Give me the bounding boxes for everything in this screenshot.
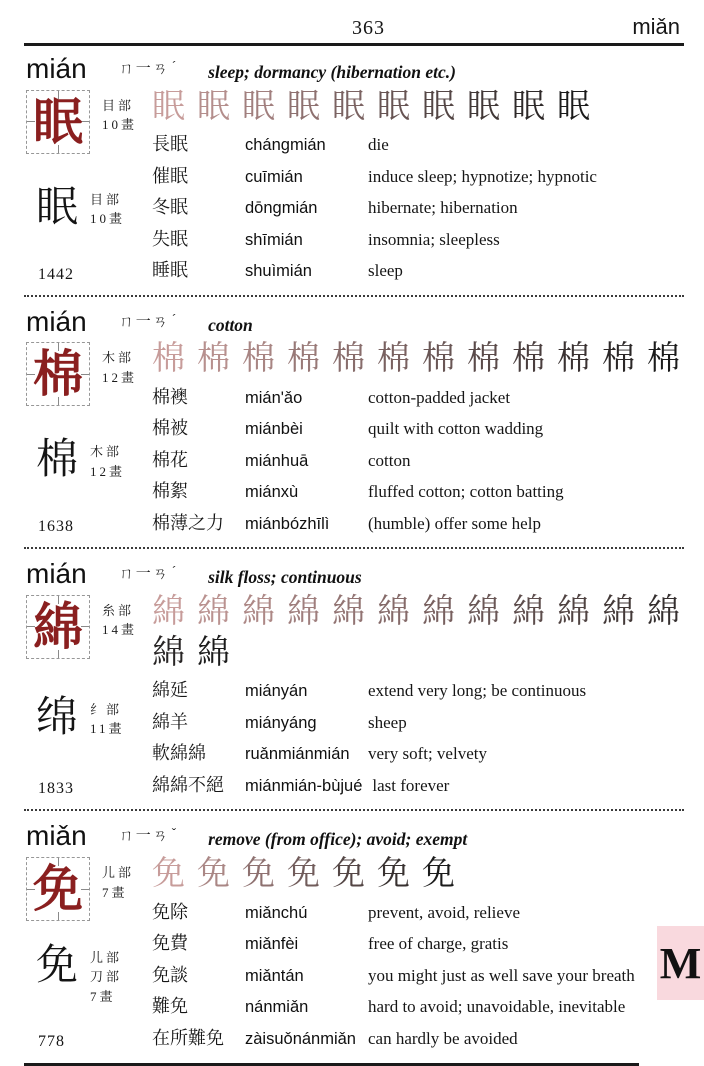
stroke-order-character: 綿 xyxy=(152,593,185,630)
stroke-order-character: 眠 xyxy=(512,88,545,125)
stroke-order-character: 眠 xyxy=(152,88,185,125)
headword-definition: sleep; dormancy (hibernation etc.) xyxy=(208,62,456,82)
entry-content-column xyxy=(152,88,684,287)
compound-word-row xyxy=(152,897,684,929)
radical-stroke-info xyxy=(90,696,125,740)
zhuyin-tone-mark: ˊ xyxy=(171,310,179,326)
stroke-order-character: 綿 xyxy=(197,593,230,630)
word-hanzi: 在所難免 xyxy=(152,1027,224,1048)
compound-word-list xyxy=(152,382,684,540)
reference-number: 1638 xyxy=(38,518,74,536)
word-pinyin: miánbózhīlì xyxy=(245,514,330,533)
compound-word-row xyxy=(152,413,684,445)
stroke-order-character: 綿 xyxy=(647,593,680,630)
zhuyin-tone-mark: ˊ xyxy=(171,58,179,73)
compound-word-row xyxy=(152,1023,684,1055)
compound-word-row xyxy=(152,224,684,256)
stroke-order-row xyxy=(152,593,684,631)
entry-head xyxy=(24,303,684,341)
stroke-order-character: 綿 xyxy=(422,593,455,630)
entry-separator xyxy=(24,295,684,297)
word-hanzi: 睡眠 xyxy=(152,260,188,281)
radical-stroke-line: 木部 xyxy=(102,350,135,366)
stroke-order-character: 綿 xyxy=(332,593,365,630)
word-meaning: free of charge, gratis xyxy=(368,934,509,954)
headword-character: 棉 xyxy=(33,346,83,403)
stroke-order-character: 棉 xyxy=(602,341,635,378)
compound-word-row xyxy=(152,129,684,161)
stroke-order-character: 棉 xyxy=(332,341,365,378)
entry-head xyxy=(24,817,684,855)
radical-stroke-line: 10畫 xyxy=(90,211,126,227)
radical-stroke-line: 儿部 xyxy=(90,949,123,965)
stroke-order-character: 眠 xyxy=(287,88,320,125)
dictionary-entry xyxy=(24,551,684,801)
word-meaning: cotton xyxy=(368,450,411,470)
alternate-character: 免 xyxy=(36,942,79,989)
word-hanzi: 棉薄之力 xyxy=(152,512,224,533)
stroke-order-character: 綿 xyxy=(242,593,275,630)
word-pinyin: dōngmián xyxy=(245,199,318,218)
stroke-order-character: 棉 xyxy=(512,341,545,378)
entry-body xyxy=(24,593,684,802)
word-hanzi: 免費 xyxy=(152,933,188,954)
headword-zhuyin: ㄇ一ㄢ ˊ xyxy=(118,563,179,583)
compound-word-row xyxy=(152,960,684,992)
word-pinyin: cuīmián xyxy=(245,167,303,186)
headword-definition: silk floss; continuous xyxy=(208,567,362,588)
headword-pinyin: miǎn xyxy=(26,820,87,852)
word-hanzi: 綿羊 xyxy=(152,711,188,732)
word-hanzi: 催眠 xyxy=(152,165,188,186)
radical-stroke-info xyxy=(102,593,137,659)
word-pinyin: nánmiǎn xyxy=(245,998,309,1017)
stroke-order-sequence xyxy=(152,593,684,673)
radical-stroke-line: 儿部 xyxy=(102,865,135,881)
word-hanzi: 軟綿綿 xyxy=(152,743,206,764)
stroke-order-character: 免 xyxy=(287,856,320,893)
radical-stroke-info xyxy=(102,340,137,406)
entry-content-column xyxy=(152,340,684,539)
compound-word-list xyxy=(152,897,684,1055)
word-pinyin: chángmián xyxy=(245,136,326,155)
headword-character: 眠 xyxy=(33,93,83,150)
word-pinyin: miánxù xyxy=(245,483,299,502)
compound-word-row xyxy=(152,445,684,477)
stroke-order-character: 綿 xyxy=(287,593,320,630)
radical-stroke-line: 7畫 xyxy=(90,988,116,1004)
word-pinyin: zàisuǒnánmiǎn xyxy=(245,1029,356,1048)
headword-zhuyin: ㄇ一ㄢ ˇ xyxy=(118,825,179,845)
stroke-order-character: 免 xyxy=(242,856,275,893)
radical-stroke-line: 7畫 xyxy=(102,884,128,900)
entry-body xyxy=(24,88,684,287)
word-pinyin: miánmián-bùjué xyxy=(245,776,363,795)
section-tab-letter: M xyxy=(659,938,702,988)
word-pinyin: shīmián xyxy=(245,230,303,249)
word-pinyin: miǎnfèi xyxy=(245,935,299,954)
radical-stroke-line: 目部 xyxy=(90,191,123,207)
compound-word-row xyxy=(152,770,684,802)
word-hanzi: 難免 xyxy=(152,996,188,1017)
compound-word-row xyxy=(152,508,684,540)
stroke-order-character: 棉 xyxy=(242,341,275,378)
word-hanzi: 棉被 xyxy=(152,418,188,439)
character-column xyxy=(24,88,152,287)
stroke-order-character: 棉 xyxy=(557,341,590,378)
radical-stroke-info xyxy=(90,944,122,1007)
main-character-block xyxy=(24,593,152,659)
stroke-order-character: 免 xyxy=(197,856,230,893)
stroke-order-character: 綿 xyxy=(602,593,635,630)
stroke-order-character: 棉 xyxy=(467,341,500,378)
guide-word: miǎn xyxy=(632,14,680,39)
reference-number: 1833 xyxy=(38,780,74,798)
stroke-order-character: 棉 xyxy=(287,341,320,378)
compound-word-list xyxy=(152,129,684,287)
stroke-order-character: 免 xyxy=(422,856,455,893)
word-meaning: hard to avoid; unavoidable, inevitable xyxy=(368,997,626,1017)
word-pinyin: miánhuā xyxy=(245,451,309,470)
stroke-order-character: 眠 xyxy=(332,88,365,125)
stroke-order-character: 免 xyxy=(152,856,185,893)
running-head xyxy=(24,0,684,46)
radical-stroke-info xyxy=(90,438,125,482)
word-pinyin: ruǎnmiánmián xyxy=(245,745,350,764)
radical-stroke-line: 12畫 xyxy=(90,463,126,479)
dictionary-entry xyxy=(24,813,684,1054)
headword-character: 免 xyxy=(33,861,83,918)
word-pinyin: miányáng xyxy=(245,713,317,732)
word-hanzi: 免談 xyxy=(152,964,188,985)
stroke-order-character: 綿 xyxy=(557,593,590,630)
headword-character-box xyxy=(26,90,90,154)
compound-word-list xyxy=(152,675,684,801)
compound-word-row xyxy=(152,707,684,739)
headword-zhuyin: ㄇ一ㄢ ˊ xyxy=(118,58,179,77)
character-column xyxy=(24,855,152,1054)
word-hanzi: 免除 xyxy=(152,901,188,922)
compound-word-row xyxy=(152,675,684,707)
entry-body xyxy=(24,855,684,1054)
zhuyin-tone-mark: ˊ xyxy=(171,563,179,579)
entry-separator xyxy=(24,809,684,811)
headword-character-box xyxy=(26,342,90,406)
stroke-order-character: 免 xyxy=(377,856,410,893)
stroke-order-character: 綿 xyxy=(152,635,185,672)
radical-stroke-line: 14畫 xyxy=(102,622,138,638)
alternate-character: 棉 xyxy=(36,437,79,484)
entry-body xyxy=(24,340,684,539)
alternate-character: 眠 xyxy=(36,184,79,231)
reference-number: 778 xyxy=(38,1033,65,1050)
stroke-order-character: 綿 xyxy=(197,635,230,672)
radical-stroke-info xyxy=(102,855,134,921)
stroke-order-row xyxy=(152,634,684,672)
compound-word-row xyxy=(152,382,684,414)
stroke-order-character: 綿 xyxy=(377,593,410,630)
word-meaning: sleep xyxy=(368,261,403,281)
word-meaning: sheep xyxy=(368,712,407,732)
word-meaning: very soft; velvety xyxy=(368,744,487,764)
radical-stroke-info xyxy=(90,186,125,230)
stroke-order-character: 眠 xyxy=(197,88,230,125)
main-character-block xyxy=(24,340,152,406)
stroke-order-character: 眠 xyxy=(242,88,275,125)
alternate-character-block xyxy=(36,438,152,482)
stroke-order-sequence xyxy=(152,340,684,378)
stroke-order-character: 棉 xyxy=(647,341,680,378)
compound-word-row xyxy=(152,991,684,1023)
stroke-order-character: 眠 xyxy=(422,88,455,125)
radical-stroke-line: 10畫 xyxy=(102,117,138,133)
entry-content-column xyxy=(152,855,684,1054)
compound-word-row xyxy=(152,192,684,224)
entry-head xyxy=(24,555,684,593)
word-meaning: last forever xyxy=(372,775,450,795)
stroke-order-row xyxy=(152,340,684,378)
headword-pinyin: mián xyxy=(26,305,87,337)
stroke-order-sequence xyxy=(152,855,684,893)
word-meaning: quilt with cotton wadding xyxy=(368,419,544,439)
word-pinyin: miǎnchú xyxy=(245,903,308,922)
stroke-order-character: 綿 xyxy=(467,593,500,630)
word-meaning: fluffed cotton; cotton batting xyxy=(368,482,564,502)
radical-stroke-line: 12畫 xyxy=(102,369,138,385)
stroke-order-character: 眠 xyxy=(467,88,500,125)
stroke-order-character: 眠 xyxy=(377,88,410,125)
word-meaning: die xyxy=(368,135,389,155)
stroke-order-character: 免 xyxy=(332,856,365,893)
headword-character-box xyxy=(26,595,90,659)
page-number: 363 xyxy=(352,17,385,39)
compound-word-row xyxy=(152,738,684,770)
word-meaning: insomnia; sleepless xyxy=(368,229,500,249)
headword-pinyin: mián xyxy=(26,53,87,84)
word-hanzi: 綿延 xyxy=(152,680,188,701)
main-character-block xyxy=(24,88,152,154)
reference-number: 1442 xyxy=(38,265,74,283)
word-pinyin: shuìmián xyxy=(245,262,312,281)
word-hanzi: 長眠 xyxy=(152,134,188,155)
radical-stroke-line: 糸部 xyxy=(102,602,135,618)
alternate-character: 绵 xyxy=(36,694,79,741)
compound-word-row xyxy=(152,476,684,508)
stroke-order-character: 棉 xyxy=(197,341,230,378)
compound-word-row xyxy=(152,255,684,287)
word-meaning: prevent, avoid, relieve xyxy=(368,902,520,922)
radical-stroke-info xyxy=(102,88,137,154)
stroke-order-character: 眠 xyxy=(557,88,590,125)
word-meaning: cotton-padded jacket xyxy=(368,387,511,407)
word-pinyin: miányán xyxy=(245,682,308,701)
word-meaning: extend very long; be continuous xyxy=(368,681,587,701)
headword-character: 綿 xyxy=(33,598,83,655)
word-meaning: hibernate; hibernation xyxy=(368,198,518,218)
radical-stroke-line: 刀部 xyxy=(90,969,123,985)
word-meaning: can hardly be avoided xyxy=(368,1028,518,1048)
main-character-block xyxy=(24,855,152,921)
compound-word-row xyxy=(152,928,684,960)
entry-head xyxy=(24,50,684,88)
compound-word-row xyxy=(152,161,684,193)
stroke-order-row xyxy=(152,88,684,126)
dictionary-entry xyxy=(24,46,684,287)
headword-zhuyin: ㄇ一ㄢ ˊ xyxy=(118,310,179,330)
word-meaning: induce sleep; hypnotize; hypnotic xyxy=(368,166,597,186)
dictionary-entry xyxy=(24,299,684,540)
alternate-character-block xyxy=(36,186,152,230)
headword-definition: remove (from office); avoid; exempt xyxy=(208,829,468,850)
word-pinyin: miǎntán xyxy=(245,966,304,985)
word-meaning: (humble) offer some help xyxy=(368,513,541,533)
word-hanzi: 冬眠 xyxy=(152,197,188,218)
radical-stroke-line: 目部 xyxy=(102,97,135,113)
word-pinyin: mián'ǎo xyxy=(245,388,303,407)
word-meaning: you might just as well save your breath xyxy=(368,965,635,985)
word-hanzi: 棉絮 xyxy=(152,481,188,502)
headword-character-box xyxy=(26,857,90,921)
radical-stroke-line: 木部 xyxy=(90,444,123,460)
character-column xyxy=(24,593,152,802)
headword-definition: cotton xyxy=(208,314,253,335)
entry-separator xyxy=(24,547,684,549)
entry-content-column xyxy=(152,593,684,802)
alternate-character-block xyxy=(36,944,152,1007)
stroke-order-character: 棉 xyxy=(377,341,410,378)
word-hanzi: 綿綿不絕 xyxy=(152,774,224,795)
stroke-order-row xyxy=(152,855,684,893)
character-column xyxy=(24,340,152,539)
stroke-order-character: 綿 xyxy=(512,593,545,630)
alternate-character-block xyxy=(36,696,152,740)
stroke-order-character: 棉 xyxy=(422,341,455,378)
section-tab xyxy=(657,926,704,1000)
radical-stroke-line: 纟部 xyxy=(90,701,123,717)
zhuyin-tone-mark: ˇ xyxy=(171,825,179,841)
entries-container xyxy=(24,46,684,1054)
stroke-order-character: 棉 xyxy=(152,341,185,378)
word-pinyin: miánbèi xyxy=(245,420,303,439)
word-hanzi: 棉襖 xyxy=(152,386,188,407)
radical-stroke-line: 11畫 xyxy=(90,721,125,737)
stroke-order-sequence xyxy=(152,88,684,126)
headword-pinyin: mián xyxy=(26,558,87,590)
word-hanzi: 棉花 xyxy=(152,449,188,470)
word-hanzi: 失眠 xyxy=(152,228,188,249)
